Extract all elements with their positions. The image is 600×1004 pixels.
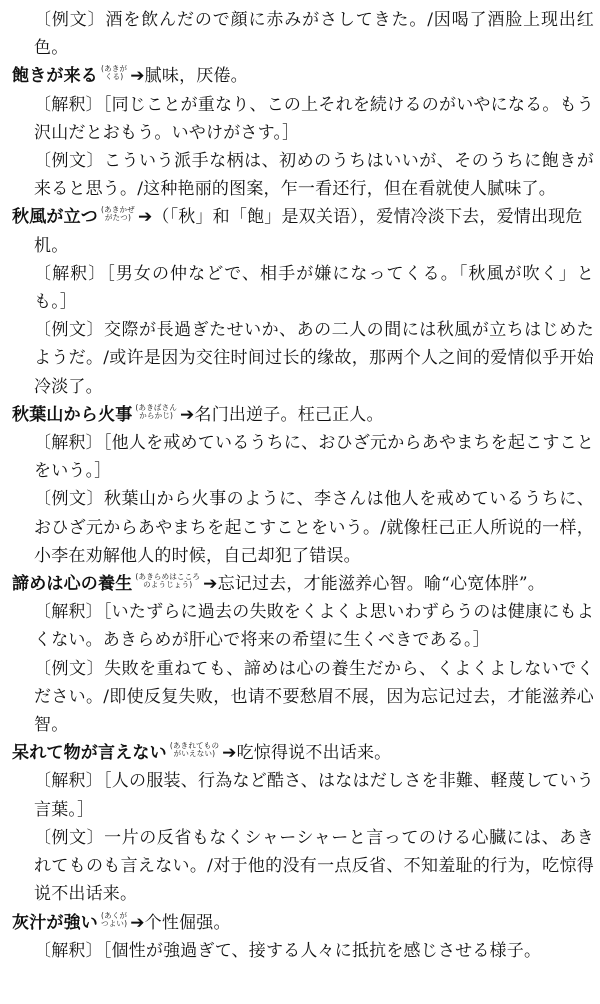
idiom-term: 灰汁が強い (12, 912, 98, 933)
entry (34, 6, 594, 62)
example-paragraph: 〔例文〕酒を飲んだので顔に赤みがさしてきた。/因喝了酒脸上现出红色。 (34, 10, 594, 59)
meaning: ➔腻味，厌倦。 (130, 66, 248, 87)
example-paragraph: 〔例文〕秋葉山から火事のように、李さんは他人を戒めているうちに、おひざ元からあやまちを起こすことをいう。/就像枉己正人所说的一样，小李在劝解他人的时候，自己却犯了错误。 (34, 489, 594, 566)
meaning: ➔个性倔强。 (130, 912, 231, 933)
furigana-reading: (あくが つよい) (101, 910, 128, 928)
furigana-reading: (あきれてもの がいえない) (169, 741, 220, 759)
example-paragraph: 〔例文〕一片の反省もなくシャーシャーと言ってのける心臓には、あきれてものも言えない。/对于他的没有一点反省、不知羞耻的行为，吃惊得说不出话来。 (34, 827, 594, 905)
idiom-term: 秋葉山から火事 (12, 404, 133, 425)
term-line (12, 909, 594, 937)
meaning: ➔吃惊得说不出话来。 (222, 743, 392, 764)
entry (12, 909, 594, 965)
explanation-paragraph: 〔解釈〕［人の服装、行為など酷さ、はなはだしさを非難、軽蔑していう言葉。］ (34, 771, 594, 820)
meaning: ➔（「秋」和「飽」是双关语），爱情冷淡下去，爱情出现危机。 (34, 207, 583, 256)
idiom-term: 秋風が立つ (12, 207, 98, 228)
explanation-paragraph: 〔解釈〕［同じことが重なり、この上それを続けるのがいやになる。もう沢山だとおもう。いやけがさす。］ (34, 94, 594, 143)
term-line (12, 62, 594, 90)
furigana-reading: (あきばさん からかじ) (135, 402, 178, 420)
explanation-paragraph: 〔解釈〕［他人を戒めているうちに、おひざ元からあやまちを起こすことをいう。］ (34, 433, 594, 482)
entry (12, 203, 594, 400)
entry (12, 570, 594, 739)
explanation-paragraph: 〔解釈〕［個性が強過ぎて、接する人々に抵抗を感じさせる様子。 (34, 940, 542, 961)
term-line (12, 570, 594, 598)
furigana-reading: (あきかぜ がたつ) (101, 205, 135, 223)
example-paragraph: 〔例文〕こういう派手な柄は、初めのうちはいいが、そのうちに飽きが来ると思う。/这种艳丽的图案，乍一看还行，但在看就使人腻味了。 (34, 151, 594, 200)
explanation-paragraph: 〔解釈〕［いたずらに過去の失敗をくよくよ思いわずらうのは健康にもよくない。あきらめが肝心で将来の希望に生くべきである。］ (34, 602, 594, 651)
furigana-reading: (あきらめはこころ のようじょう) (135, 572, 201, 590)
idiom-term: 飽きが来る (12, 66, 98, 87)
term-line (12, 739, 594, 767)
idiom-term: 諦めは心の養生 (12, 574, 133, 595)
explanation-paragraph: 〔解釈〕［男女の仲などで、相手が嫌になってくる。「秋風が吹く」とも。］ (34, 263, 594, 313)
furigana-reading: (あきが くる) (101, 64, 128, 82)
meaning: ➔名门出逆子。枉己正人。 (180, 404, 384, 425)
meaning: ➔忘记过去，才能滋养心智。喻“心宽体胖”。 (203, 574, 545, 595)
entry (12, 739, 594, 908)
idiom-term: 呆れて物が言えない (12, 743, 167, 764)
example-paragraph: 〔例文〕失敗を重ねても、諦めは心の養生だから、くよくよしないでください。/即使反复失败，也请不要愁眉不展，因为忘记过去，才能滋养心智。 (34, 658, 594, 736)
entry (12, 62, 594, 203)
term-line (12, 203, 594, 259)
entry (12, 401, 594, 570)
term-line (12, 401, 594, 429)
example-paragraph: 〔例文〕交際が長過ぎたせいか、あの二人の間には秋風が立ちはじめたようだ。/或许是因为交往时间过长的缘故，那两个人之间的爱情似乎开始冷淡了。 (34, 320, 594, 397)
